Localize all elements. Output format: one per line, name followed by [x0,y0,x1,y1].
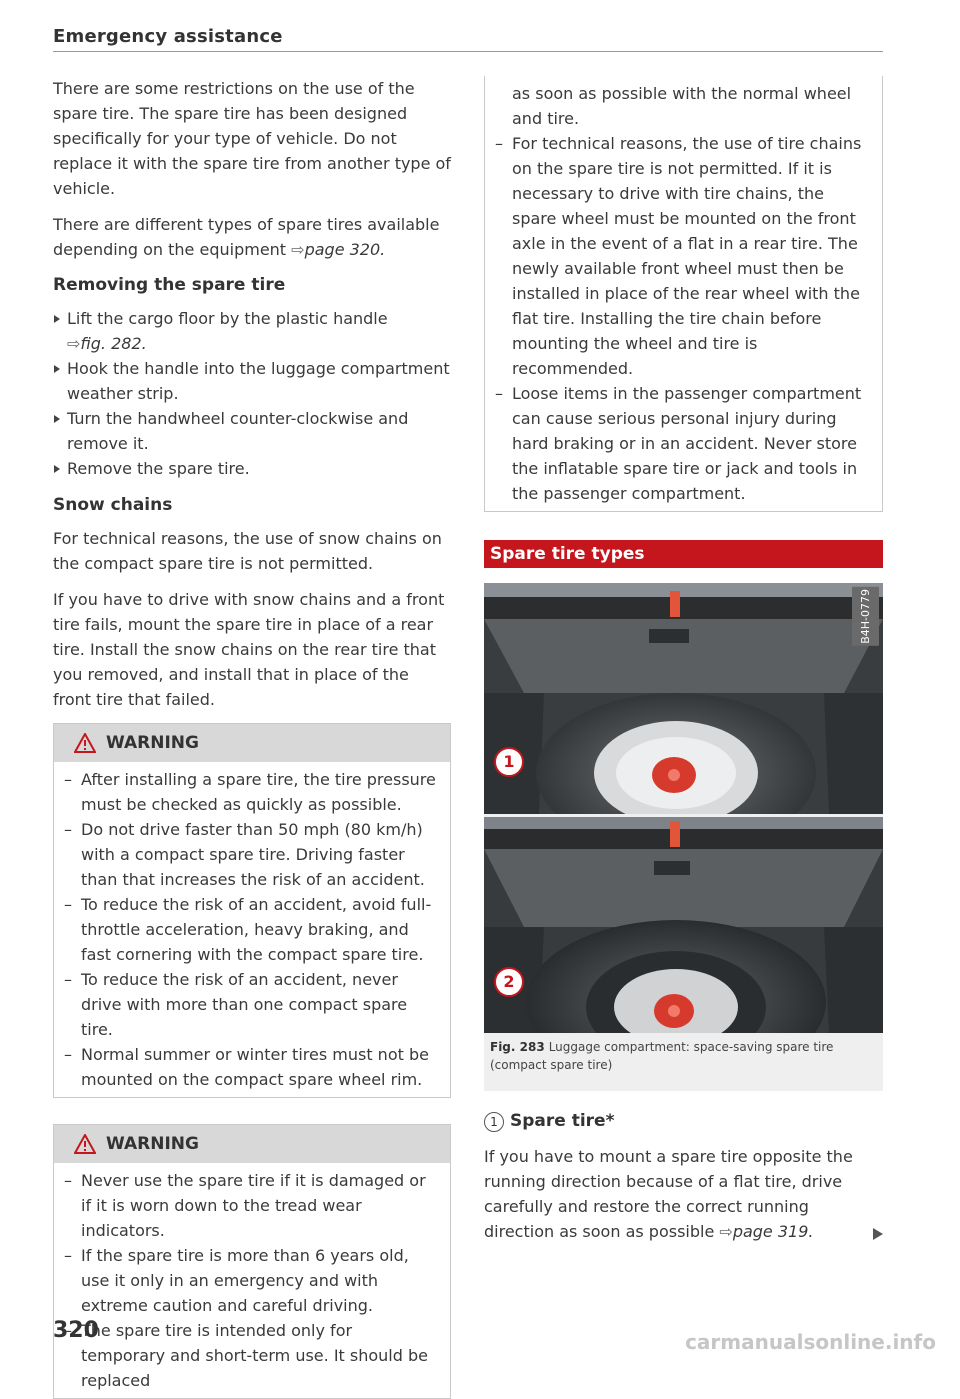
figure-label: Fig. 283 [490,1040,545,1054]
warning-item: – Never use the spare tire if it is damaged or if it is worn down to the tread wear indicators. [64,1168,440,1243]
warning-box-1 [53,723,451,1098]
intro-paragraph-2-text: There are different types of spare tires available depending on the equipment [53,215,440,259]
warning-item-continued: as soon as possible with the normal wheel and tire. [512,84,852,128]
arrow-right-icon: ⇨ [719,1222,733,1241]
trunk-photo-2 [484,817,883,1033]
figure-caption-text: Luggage compartment: space-saving spare tire (compact spare tire) [490,1040,834,1072]
warning-item: – Normal summer or winter tires must not be mounted on the compact spare wheel rim. [64,1042,440,1092]
warning-item: – After installing a spare tire, the tire pressure must be checked as quickly as possible. [64,767,440,817]
figure-caption [490,1038,878,1074]
snow-paragraph-2: If you have to drive with snow chains and a front tire fails, mount the spare tire in place of a rear tire. Install the snow chains on the rear tire that you removed, and install that in place of the front tire that failed. [53,590,445,709]
warning-box-2 [53,1124,451,1399]
right-column [484,76,883,1255]
page-ref-link[interactable] [291,240,385,259]
figure-marker-1: 1 [494,747,524,777]
section-title: Spare tire types [490,543,645,564]
removing-steps [53,306,451,481]
warning-list [54,762,450,1097]
step-item: Remove the spare tire. [53,456,451,481]
trunk-photo-1 [484,583,883,814]
trunk-illustration-2 [484,817,883,1033]
page-number: 320 [53,1318,99,1343]
snow-chains-heading: Snow chains [53,495,173,515]
warning-header [54,1125,450,1163]
snow-paragraph-1: For technical reasons, the use of snow chains on the compact spare tire is not permitted. [53,529,442,573]
warning-continuation-box [484,76,883,512]
fig-ref-text: fig. 282. [80,334,147,353]
spare-tire-heading-text: Spare tire* [510,1111,615,1131]
step-text: Lift the cargo floor by the plastic handle [67,309,388,328]
page-ref-link[interactable] [719,1222,813,1241]
warning-continuation-list [495,81,872,506]
warning-triangle-icon [74,1134,96,1154]
arrow-right-icon: ⇨ [67,334,81,353]
spare-tire-paragraph [484,1144,883,1244]
header-divider [53,51,883,52]
warning-item: – If the spare tire is more than 6 years old, use it only in an emergency and with extreme caution and careful driving. [64,1243,440,1318]
continue-arrow-icon [873,1228,883,1240]
removing-heading: Removing the spare tire [53,275,286,295]
page-section-title: Emergency assistance [53,26,283,47]
warning-item: – For technical reasons, the use of tire chains on the spare tire is not permitted. If it is necessary to drive with tire chains, the spare wheel must be mounted on the front axle in the event of a flat in a rear tire. The newly available front wheel must then be installed in place of the rear wheel with the flat tire. Installing the tire chain before mounting the wheel and tire is recommended. [495,131,872,381]
watermark: carmanualsonline.info [685,1330,936,1354]
step-item: Turn the handwheel counter-clockwise and remove it. [53,406,451,456]
warning-item: – To reduce the risk of an accident, never drive with more than one compact spare tire. [64,967,440,1042]
circled-number: 1 [484,1112,504,1132]
left-column [53,76,451,1399]
page-ref-text: page 320. [304,240,386,259]
figure-code: B4H-0779 [852,587,879,646]
step-item: Hook the handle into the luggage compartment weather strip. [53,356,451,406]
warning-label: WARNING [106,1133,199,1154]
arrow-right-icon: ⇨ [291,240,305,259]
warning-triangle-icon [74,733,96,753]
warning-label: WARNING [106,732,199,753]
warning-item: – Loose items in the passenger compartment can cause serious personal injury during hard braking or in an accident. Never store the inflatable spare tire or jack and tools in the passenger compartment. [495,381,872,506]
fig-ref-link[interactable] [67,334,147,353]
warning-item: – The spare tire is intended only for temporary and short-term use. It should be replaced [64,1318,440,1393]
step-item [53,306,451,356]
page-ref-text: page 319. [732,1222,814,1241]
warning-item: – To reduce the risk of an accident, avoid full-throttle acceleration, heavy braking, and fast cornering with the compact spare tire. [64,892,440,967]
warning-list [54,1163,450,1398]
figure-283 [484,583,883,1091]
section-title-band [484,540,883,568]
warning-header [54,724,450,762]
intro-paragraph-1: There are some restrictions on the use of the spare tire. The spare tire has been designed specifically for your type of vehicle. Do not replace it with the spare tire from another type of vehicle. [53,79,451,198]
figure-marker-2: 2 [494,967,524,997]
intro-paragraph-2 [53,212,451,262]
spare-tire-text: If you have to mount a spare tire opposite the running direction because of a flat tire, drive carefully and restore the correct running direction as soon as possible [484,1147,853,1241]
spare-tire-heading [484,1109,883,1134]
trunk-illustration-1 [484,583,883,814]
warning-item: – Do not drive faster than 50 mph (80 km/h) with a compact spare tire. Driving faster than that increases the risk of an accident. [64,817,440,892]
